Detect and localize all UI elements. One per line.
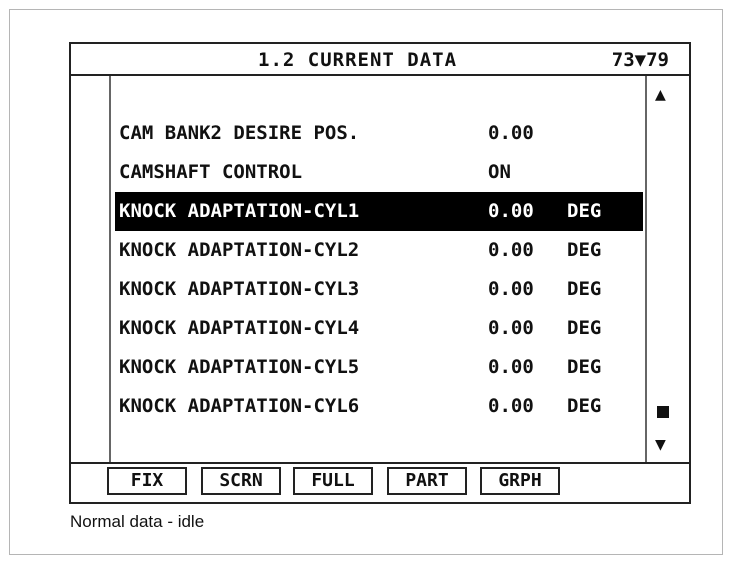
data-row[interactable]	[115, 387, 643, 426]
data-list	[115, 114, 643, 426]
page-counter: 73▼79	[611, 49, 669, 71]
data-row-selected[interactable]	[115, 192, 643, 231]
param-name: CAM BANK2 DESIRE POS.	[119, 122, 360, 144]
scroll-down-arrow-icon[interactable]: ▼	[655, 434, 666, 455]
param-unit: DEG	[567, 356, 602, 378]
param-value: 0.00	[488, 200, 534, 222]
param-unit: DEG	[567, 278, 602, 300]
param-value: 0.00	[488, 122, 534, 144]
param-unit: DEG	[567, 317, 602, 339]
data-row[interactable]	[115, 153, 643, 192]
data-row[interactable]	[115, 114, 643, 153]
data-row[interactable]	[115, 309, 643, 348]
part-button[interactable]: PART	[387, 467, 467, 495]
param-name: KNOCK ADAPTATION-CYL6	[119, 395, 360, 417]
param-value: 0.00	[488, 395, 534, 417]
param-value: 0.00	[488, 278, 534, 300]
scrollbar-track[interactable]	[645, 76, 647, 464]
data-row[interactable]	[115, 231, 643, 270]
param-value: 0.00	[488, 317, 534, 339]
figure-caption: Normal data - idle	[70, 512, 205, 531]
data-row[interactable]	[115, 270, 643, 309]
scrn-button[interactable]: SCRN	[201, 467, 281, 495]
param-name: KNOCK ADAPTATION-CYL4	[119, 317, 360, 339]
param-name: KNOCK ADAPTATION-CYL3	[119, 278, 360, 300]
param-unit: DEG	[567, 200, 602, 222]
param-name: KNOCK ADAPTATION-CYL5	[119, 356, 360, 378]
scroll-up-arrow-icon[interactable]: ▲	[655, 84, 666, 105]
param-unit: DEG	[567, 239, 602, 261]
grph-button[interactable]: GRPH	[480, 467, 560, 495]
softkey-divider	[71, 462, 689, 464]
param-name: KNOCK ADAPTATION-CYL2	[119, 239, 360, 261]
softkey-bar	[107, 467, 689, 499]
scan-tool-screen	[69, 42, 691, 504]
param-unit: DEG	[567, 395, 602, 417]
left-gutter-divider	[109, 76, 111, 464]
full-button[interactable]: FULL	[293, 467, 373, 495]
param-name: CAMSHAFT CONTROL	[119, 161, 303, 183]
data-row[interactable]	[115, 348, 643, 387]
title-bar	[71, 44, 689, 76]
screen-title: 1.2 CURRENT DATA	[258, 49, 458, 71]
param-value: 0.00	[488, 356, 534, 378]
param-name: KNOCK ADAPTATION-CYL1	[119, 200, 360, 222]
param-value: ON	[488, 161, 511, 183]
scroll-thumb[interactable]	[657, 406, 669, 418]
fix-button[interactable]: FIX	[107, 467, 187, 495]
param-value: 0.00	[488, 239, 534, 261]
